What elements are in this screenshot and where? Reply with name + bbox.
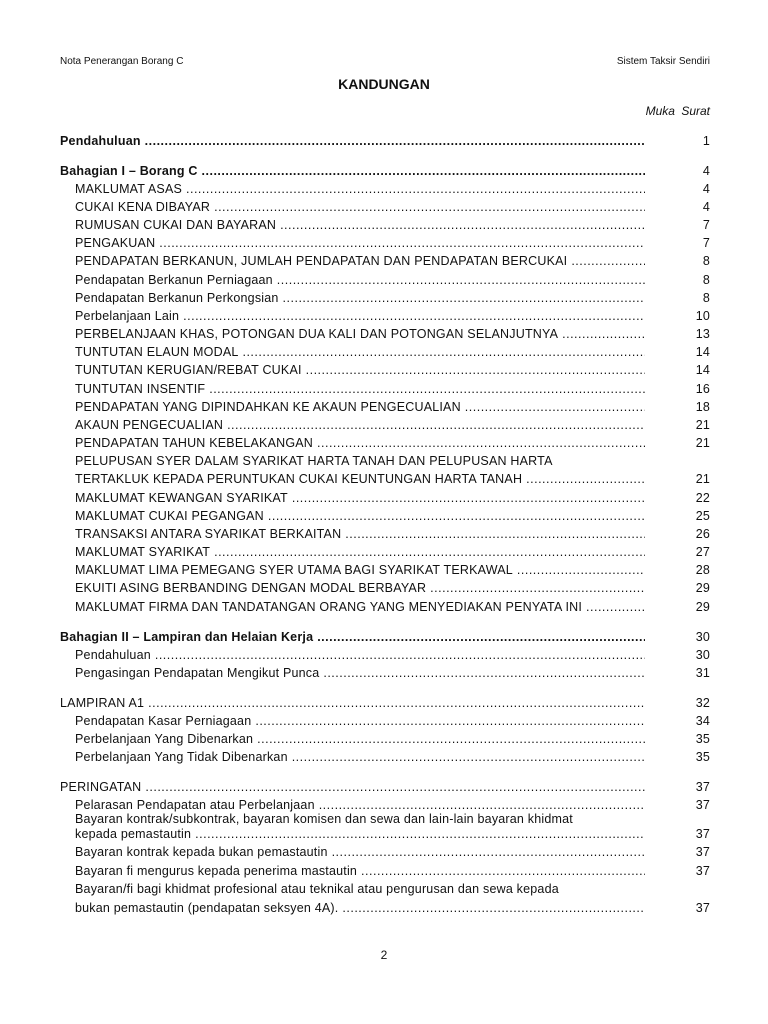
toc-entry-title: Pendahuluan ..... (75, 648, 645, 662)
toc-entry-page: 32 (695, 696, 710, 710)
toc-entry-title: MAKLUMAT LIMA PEMEGANG SYER UTAMA BAGI SYARIKAT TERKAWAL ..... (75, 563, 645, 577)
toc-entry-title: Pendapatan Kasar Perniagaan ..... (75, 714, 645, 728)
toc-entry (75, 600, 710, 618)
toc-entry-title: kepada pemastautin ..... (75, 827, 645, 841)
toc-entry-title: Bahagian II – Lampiran dan Helaian Kerja ..... (60, 630, 645, 644)
toc-entry-title: bukan pemastautin (pendapatan seksyen 4A). ..... (75, 901, 645, 915)
toc-entry (75, 363, 710, 381)
toc-entry-page: 31 (695, 666, 710, 680)
toc-entry-page: 27 (695, 545, 710, 559)
toc-entry-page: 37 (695, 901, 710, 915)
toc-entry (75, 648, 710, 666)
toc-entry-title: LAMPIRAN A1 ..... (60, 696, 645, 710)
toc-entry-title: Bayaran kontrak/subkontrak, bayaran komisen dan sewa dan lain-lain bayaran khidmat (75, 812, 573, 826)
toc-entry-title: Bahagian I – Borang C ..... (60, 164, 645, 178)
toc-entry-lampiran-a1 (60, 696, 710, 714)
toc-entry (75, 750, 710, 768)
page-column-label: Muka Surat (645, 104, 710, 118)
toc-entry-page: 30 (695, 630, 710, 644)
footer-page-number: 2 (380, 948, 388, 962)
toc-entry-title: Perbelanjaan Yang Dibenarkan ..... (75, 732, 645, 746)
toc-entry-title: Pendapatan Berkanun Perkongsian ..... (75, 291, 645, 305)
toc-entry-page: 25 (695, 509, 710, 523)
toc-entry (75, 732, 710, 750)
toc-entry-page: 37 (695, 864, 710, 878)
toc-entry (75, 418, 710, 436)
toc-entry-page: 29 (695, 581, 710, 595)
toc-entry (75, 309, 710, 327)
toc-entry-page: 14 (695, 345, 710, 359)
toc-entry-title: Bayaran/fi bagi khidmat profesional atau teknikal atau pengurusan dan sewa kepada (75, 882, 559, 896)
toc-entry-title: MAKLUMAT CUKAI PEGANGAN ..... (75, 509, 645, 523)
toc-entry-title: PENGAKUAN ..... (75, 236, 645, 250)
toc-entry-page: 18 (695, 400, 710, 414)
toc-entry-title: MAKLUMAT FIRMA DAN TANDATANGAN ORANG YANG MENYEDIAKAN PENYATA INI ..... (75, 600, 645, 614)
toc-entry-title: Pendahuluan ..... (60, 134, 645, 148)
toc-entry (75, 200, 710, 218)
toc-entry-page: 10 (695, 309, 710, 323)
toc-entry-title: Bayaran fi mengurus kepada penerima mastautin ..... (75, 864, 645, 878)
toc-entry (75, 509, 710, 527)
toc-entry (75, 581, 710, 599)
toc-entry (75, 436, 710, 454)
toc-entry-page: 37 (695, 827, 710, 841)
toc-entry-page: 22 (695, 491, 710, 505)
toc-entry-page: 37 (695, 845, 710, 859)
toc-entry-page: 7 (702, 236, 710, 250)
toc-entry (75, 563, 710, 581)
toc-entry-title: PELUPUSAN SYER DALAM SYARIKAT HARTA TANAH DAN PELUPUSAN HARTA (75, 454, 553, 468)
toc-entry-title: PENDAPATAN TAHUN KEBELAKANGAN ..... (75, 436, 645, 450)
toc-entry (75, 845, 710, 863)
toc-entry-page: 28 (695, 563, 710, 577)
toc-entry-page: 35 (695, 732, 710, 746)
toc-entry-title: Perbelanjaan Lain ..... (75, 309, 645, 323)
toc-entry-page: 8 (702, 291, 710, 305)
toc-entry (75, 827, 710, 845)
toc-entry-title: Pendapatan Berkanun Perniagaan ..... (75, 273, 645, 287)
toc-entry-title: Pelarasan Pendapatan atau Perbelanjaan ..... (75, 798, 645, 812)
toc-entry-page: 4 (702, 164, 710, 178)
toc-entry-title: MAKLUMAT ASAS ..... (75, 182, 645, 196)
toc-entry-title: Bayaran kontrak kepada bukan pemastautin ..... (75, 845, 645, 859)
toc-entry-title: EKUITI ASING BERBANDING DENGAN MODAL BERBAYAR ..... (75, 581, 645, 595)
toc-entry-page: 30 (695, 648, 710, 662)
toc-entry (75, 472, 710, 490)
toc-entry-page: 34 (695, 714, 710, 728)
toc-entry-title: AKAUN PENGECUALIAN ..... (75, 418, 645, 432)
toc-entry-page: 37 (695, 798, 710, 812)
page-title: KANDUNGAN (338, 76, 430, 92)
toc-entry-page: 8 (702, 254, 710, 268)
toc-entry-title: TRANSAKSI ANTARA SYARIKAT BERKAITAN ..... (75, 527, 645, 541)
toc-entry (75, 273, 710, 291)
toc-entry-title: MAKLUMAT SYARIKAT ..... (75, 545, 645, 559)
toc-entry-title: TUNTUTAN KERUGIAN/REBAT CUKAI ..... (75, 363, 645, 377)
toc-entry-title: PERINGATAN ..... (60, 780, 645, 794)
header-system-name: Sistem Taksir Sendiri (616, 56, 710, 67)
toc-entry-page: 8 (702, 273, 710, 287)
toc-entry-title: TERTAKLUK KEPADA PERUNTUKAN CUKAI KEUNTUNGAN HARTA TANAH ..... (75, 472, 645, 486)
toc-entry (75, 864, 710, 882)
toc-entry (75, 218, 710, 236)
toc-entry-pendahuluan (60, 134, 710, 152)
toc-entry-title: RUMUSAN CUKAI DAN BAYARAN ..... (75, 218, 645, 232)
toc-entry-title: PERBELANJAAN KHAS, POTONGAN DUA KALI DAN POTONGAN SELANJUTNYA ..... (75, 327, 645, 341)
toc-entry-title: Perbelanjaan Yang Tidak Dibenarkan ..... (75, 750, 645, 764)
toc-entry (75, 400, 710, 418)
toc-entry-continued (75, 454, 710, 472)
toc-entry-title: CUKAI KENA DIBAYAR ..... (75, 200, 645, 214)
toc-entry-bahagian-2 (60, 630, 710, 648)
toc-entry-page: 16 (695, 382, 710, 396)
toc-entry (75, 254, 710, 272)
toc-entry (75, 236, 710, 254)
toc-entry (75, 382, 710, 400)
toc-entry (75, 714, 710, 732)
toc-entry (75, 666, 710, 684)
toc-entry-page: 35 (695, 750, 710, 764)
toc-entry-page: 13 (695, 327, 710, 341)
toc-entry-page: 21 (695, 436, 710, 450)
toc-entry-page: 21 (695, 418, 710, 432)
toc-entry-page: 4 (702, 200, 710, 214)
toc-entry-title: PENDAPATAN YANG DIPINDAHKAN KE AKAUN PENGECUALIAN ..... (75, 400, 645, 414)
toc-entry-page: 1 (702, 134, 710, 148)
toc-entry-page: 37 (695, 780, 710, 794)
toc-entry (75, 491, 710, 509)
toc-entry (75, 901, 710, 919)
header-form-title: Nota Penerangan Borang C (60, 56, 184, 67)
toc-entry-title: PENDAPATAN BERKANUN, JUMLAH PENDAPATAN DAN PENDAPATAN BERCUKAI ..... (75, 254, 645, 268)
toc-entry (75, 345, 710, 363)
toc-entry (75, 182, 710, 200)
toc-entry-page: 21 (695, 472, 710, 486)
toc-entry (75, 327, 710, 345)
toc-entry (75, 527, 710, 545)
toc-entry-title: MAKLUMAT KEWANGAN SYARIKAT ..... (75, 491, 645, 505)
toc-entry-page: 26 (695, 527, 710, 541)
toc-entry-peringatan (60, 780, 710, 798)
toc-entry (75, 291, 710, 309)
toc-entry-title: Pengasingan Pendapatan Mengikut Punca ..... (75, 666, 645, 680)
toc-entry-continued (75, 882, 710, 900)
toc-entry-page: 29 (695, 600, 710, 614)
toc-entry-bahagian-1 (60, 164, 710, 182)
toc-entry-page: 14 (695, 363, 710, 377)
toc-entry (75, 545, 710, 563)
toc-entry-title: TUNTUTAN INSENTIF ..... (75, 382, 645, 396)
toc-entry-page: 7 (702, 218, 710, 232)
toc-entry-title: TUNTUTAN ELAUN MODAL ..... (75, 345, 645, 359)
toc-entry-page: 4 (702, 182, 710, 196)
